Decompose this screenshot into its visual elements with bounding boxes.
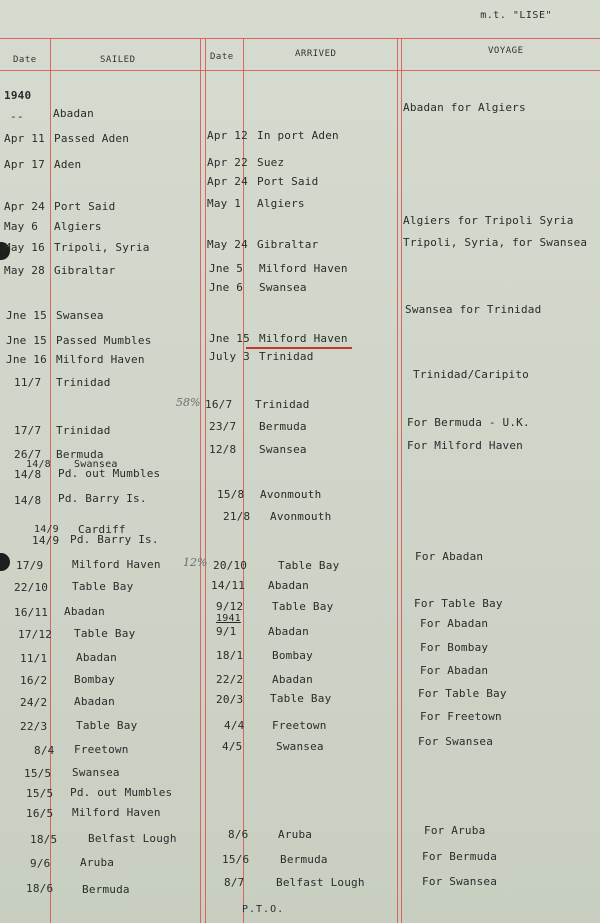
sailed-place: Passed Aden	[54, 132, 130, 145]
sailed-place: Swansea	[56, 309, 104, 322]
sailed-date: 14/8	[26, 459, 51, 470]
arrived-place: Port Said	[257, 175, 319, 188]
sailed-date: Jne 15	[6, 334, 47, 347]
sailed-place: Tripoli, Syria	[54, 241, 150, 254]
year-label: 1940	[4, 89, 32, 102]
sailed-date: 16/5	[26, 807, 54, 820]
arrived-date: 4/4	[224, 719, 245, 732]
voyage-text: For Abadan	[415, 550, 484, 563]
arrived-place: Milford Haven	[259, 332, 348, 345]
sailed-place: Table Bay	[76, 719, 138, 732]
ship-name: m.t. "LISE"	[480, 10, 552, 21]
sailed-date: 15/5	[24, 767, 52, 780]
arrived-place: Swansea	[259, 281, 307, 294]
header-date-sailed: Date	[13, 55, 37, 65]
sailed-place: Swansea	[74, 459, 118, 470]
sailed-place: Table Bay	[74, 627, 136, 640]
sailed-place: Algiers	[54, 220, 102, 233]
sailed-date: 17/12	[18, 628, 53, 641]
arrived-date: 22/2	[216, 673, 244, 686]
sailed-place: Pd. Barry Is.	[58, 492, 147, 505]
sailed-date: 26/7	[14, 448, 42, 461]
arrived-place: Bermuda	[280, 853, 328, 866]
sailed-place: Cardiff	[78, 523, 126, 536]
pencil-note: 12%	[183, 556, 208, 569]
sailed-date: 14/9	[34, 524, 59, 535]
sailed-date: 9/6	[30, 857, 51, 870]
header-bottom-rule	[0, 70, 600, 71]
arrived-date: 20/10	[213, 559, 248, 572]
sailed-place: Swansea	[72, 766, 120, 779]
arrived-date: 15/6	[222, 853, 250, 866]
year-label: 1941	[216, 613, 241, 624]
arrived-place: Freetown	[272, 719, 327, 732]
arrived-date: 18/1	[216, 649, 244, 662]
voyage-text: For Bermuda	[422, 850, 498, 863]
arrived-place: Gibraltar	[257, 238, 319, 251]
sailed-date: 14/9	[32, 534, 60, 547]
arrived-date: Jne 6	[209, 281, 244, 294]
arrived-place: Trinidad	[259, 350, 314, 363]
voyage-text: For Swansea	[422, 875, 498, 888]
sailed-date: 14/8	[14, 494, 42, 507]
sailed-place: Gibraltar	[54, 264, 116, 277]
sailed-date: 17/9	[16, 559, 44, 572]
arrived-date: Jne 15	[209, 332, 250, 345]
sailed-date: 14/8	[14, 468, 42, 481]
sailed-place: Abadan	[53, 107, 94, 120]
header-sailed: SAILED	[100, 55, 136, 65]
arrived-date: 21/8	[223, 510, 251, 523]
voyage-text: For Bombay	[420, 641, 489, 654]
arrived-place: Belfast Lough	[276, 876, 365, 889]
arrived-place: Milford Haven	[259, 262, 348, 275]
sailed-place: Pd. out Mumbles	[70, 786, 173, 799]
arrived-place: Table Bay	[272, 600, 334, 613]
arrived-date: 9/1	[216, 625, 237, 638]
arrived-place: In port Aden	[257, 129, 339, 142]
sailed-place: Pd. out Mumbles	[58, 467, 161, 480]
sailed-date: 16/11	[14, 606, 49, 619]
sailed-date: Jne 15	[6, 309, 47, 322]
sailed-place: Bermuda	[56, 448, 104, 461]
sailed-place: Bombay	[74, 673, 115, 686]
sailed-place: Passed Mumbles	[56, 334, 152, 347]
sailed-place: Milford Haven	[72, 558, 161, 571]
voyage-text: For Swansea	[418, 735, 494, 748]
arrived-date: Jne 5	[209, 262, 244, 275]
arrived-place: Abadan	[272, 673, 313, 686]
voyage-text: For Milford Haven	[407, 439, 523, 452]
arrived-place: Swansea	[276, 740, 324, 753]
sailed-date: Jne 16	[6, 353, 47, 366]
arrived-date: 15/8	[217, 488, 245, 501]
arrived-place: Abadan	[268, 625, 309, 638]
sailed-date: May 28	[4, 264, 45, 277]
sailed-date: 18/5	[30, 833, 58, 846]
col-rule-4	[397, 38, 398, 923]
arrived-place: Trinidad	[255, 398, 310, 411]
sailed-place: Table Bay	[72, 580, 134, 593]
sailed-date: 11/7	[14, 376, 42, 389]
voyage-text: Algiers for Tripoli Syria	[403, 214, 574, 227]
sailed-dash: --	[10, 110, 24, 123]
footer-pto: P.T.O.	[242, 904, 285, 915]
sailed-date: 15/5	[26, 787, 54, 800]
sailed-place: Abadan	[64, 605, 105, 618]
sailed-place: Abadan	[76, 651, 117, 664]
arrived-date: Apr 22	[207, 156, 248, 169]
sailed-date: 8/4	[34, 744, 55, 757]
sailed-date: 11/1	[20, 652, 48, 665]
sailed-place: Aruba	[80, 856, 115, 869]
sailed-date: Apr 24	[4, 200, 45, 213]
sailed-place: Milford Haven	[72, 806, 161, 819]
arrived-date: 23/7	[209, 420, 237, 433]
sailed-place: Pd. Barry Is.	[70, 533, 159, 546]
arrived-place: Bombay	[272, 649, 313, 662]
arrived-date: Apr 24	[207, 175, 248, 188]
col-rule-3	[243, 38, 244, 923]
sailed-date: Apr 17	[4, 158, 45, 171]
sailed-date: May 16	[4, 241, 45, 254]
col-rule-2b	[205, 38, 206, 923]
sailed-date: 17/7	[14, 424, 42, 437]
arrived-date: 9/12	[216, 600, 244, 613]
sailed-date: 24/2	[20, 696, 48, 709]
voyage-text: For Abadan	[420, 617, 489, 630]
arrived-place: Table Bay	[270, 692, 332, 705]
voyage-text: For Table Bay	[418, 687, 507, 700]
sailed-date: 18/6	[26, 882, 54, 895]
arrived-date: 20/3	[216, 693, 244, 706]
arrived-date: Apr 12	[207, 129, 248, 142]
arrived-date: 4/5	[222, 740, 243, 753]
arrived-date: May 1	[207, 197, 242, 210]
header-date-arrived: Date	[210, 52, 234, 62]
punch-hole-bottom	[0, 553, 10, 571]
arrived-date: 12/8	[209, 443, 237, 456]
voyage-text: For Abadan	[420, 664, 489, 677]
sailed-place: Abadan	[74, 695, 115, 708]
voyage-text: Swansea for Trinidad	[405, 303, 542, 316]
sailed-date: 16/2	[20, 674, 48, 687]
sailed-date: 22/3	[20, 720, 48, 733]
arrived-date: May 24	[207, 238, 248, 251]
sailed-place: Belfast Lough	[88, 832, 177, 845]
voyage-text: Abadan for Algiers	[403, 101, 526, 114]
sailed-place: Trinidad	[56, 424, 111, 437]
arrived-date: 14/11	[211, 579, 246, 592]
arrived-place: Avonmouth	[260, 488, 322, 501]
sailed-place: Milford Haven	[56, 353, 145, 366]
col-rule-2	[200, 38, 201, 923]
arrived-place: Avonmouth	[270, 510, 332, 523]
arrived-date: 8/6	[228, 828, 249, 841]
sailed-date: Apr 11	[4, 132, 45, 145]
voyage-text: Trinidad/Caripito	[413, 368, 529, 381]
arrived-date: 8/7	[224, 876, 245, 889]
sailed-place: Port Said	[54, 200, 116, 213]
pencil-note: 58%	[176, 396, 201, 409]
arrived-place: Swansea	[259, 443, 307, 456]
header-arrived: ARRIVED	[295, 49, 337, 59]
sailed-date: 22/10	[14, 581, 49, 594]
sailed-place: Freetown	[74, 743, 129, 756]
voyage-text: For Freetown	[420, 710, 502, 723]
sailed-date: May 6	[4, 220, 39, 233]
voyage-text: For Table Bay	[414, 597, 503, 610]
voyage-text: For Bermuda - U.K.	[407, 416, 530, 429]
arrived-place: Bermuda	[259, 420, 307, 433]
arrived-date: July 3	[209, 350, 250, 363]
arrived-place: Aruba	[278, 828, 313, 841]
col-rule-4b	[401, 38, 402, 923]
header-voyage: VOYAGE	[488, 46, 524, 56]
arrived-place: Abadan	[268, 579, 309, 592]
red-underline	[246, 347, 352, 349]
arrived-place: Table Bay	[278, 559, 340, 572]
voyage-text: For Aruba	[424, 824, 486, 837]
sailed-place: Trinidad	[56, 376, 111, 389]
voyage-text: Tripoli, Syria, for Swansea	[403, 236, 588, 249]
header-top-rule	[0, 38, 600, 39]
sailed-place: Aden	[54, 158, 82, 171]
arrived-place: Algiers	[257, 197, 305, 210]
arrived-date: 16/7	[205, 398, 233, 411]
sailed-place: Bermuda	[82, 883, 130, 896]
arrived-place: Suez	[257, 156, 285, 169]
